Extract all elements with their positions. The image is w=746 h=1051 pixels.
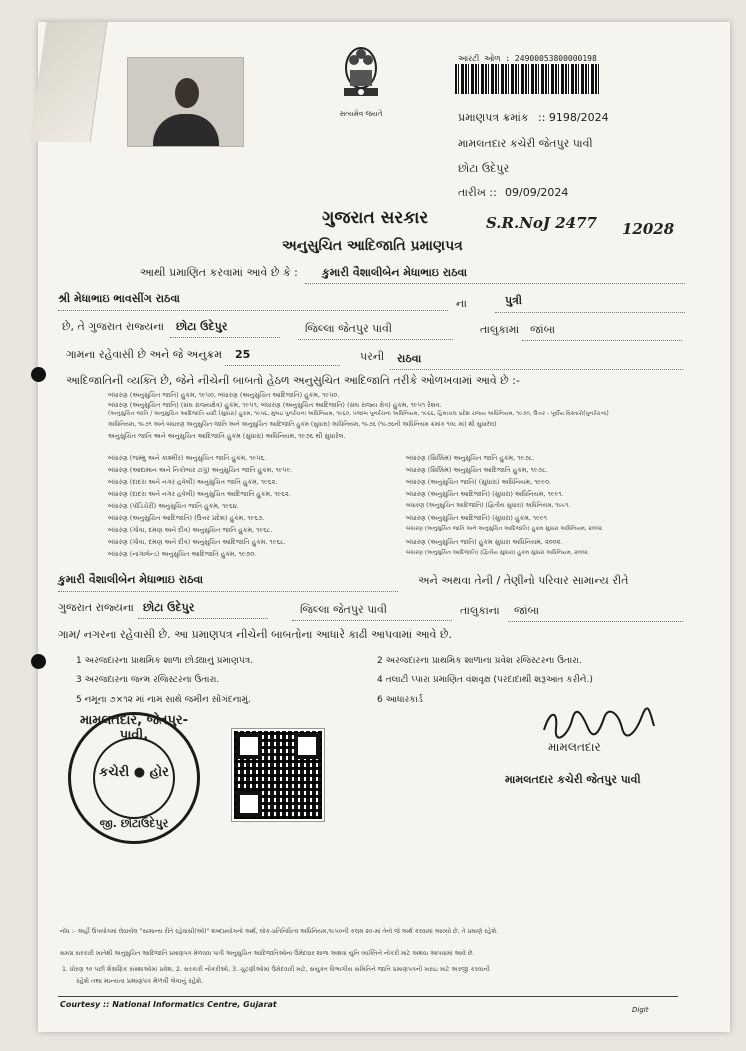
office-seal: મામલતદાર, જેતપુર-પાવી. કચેરી ● હોર જી. છોટાઉદેપુર	[68, 712, 200, 844]
govt-title: ગુજરાત સરકાર	[322, 208, 429, 228]
para2-suffix: અને અથવા તેની / તેણીનો પરિવાર સામાન્ય રીતે	[418, 574, 629, 587]
order-right: બંધારણ (અનુસુચિત જાતિ) હુકમ સુધારા અધિનિયમ, ૨૦૦૨.	[406, 538, 563, 546]
barcode	[455, 64, 600, 94]
order-left: બંધારણ (ગોવા, દમણ અને દીવ) અનુસુચિત આદિજાતિ હુકમ, ૧૯૬૮.	[108, 538, 286, 546]
father-name: શ્રી મેધાભાઇ ભાવસીંગ રાઠવા	[58, 292, 180, 305]
tribe-value: રાઠવા	[397, 352, 422, 365]
law-line: અનુસુચિત જાતિ અને અનુસુચિત આદિજાતિ હુકમ (સુધારા) અધિનિયમ, ૧૯૭૬ થી સુધારેલ.	[108, 432, 346, 440]
basis-item: 4 તલાટી પ્પારા પ્રમાણિત વંશવૃક્ષ (પરદાદાથી શરૂઆત કરીને.)	[377, 675, 593, 685]
order-right: બંધારણ (અનુસુચિત આદિજાતિ) (દ્વિતીય સુધારા) હુકમ સુધારા અધિનિયમ, ૨૦૦૨.	[406, 550, 590, 556]
para2-name: કુમારી વૈશાલીબેન મેધાભાઇ રાઠવા	[58, 573, 204, 586]
order-right: બંધારણ (અનુસુચિત આદિજાતિ) (દ્વિતીય સુધારા) અધિનિયમ, ૧૯૯૧.	[406, 502, 571, 509]
jilla-value: જિલ્લા જેતપુર પાવી	[305, 322, 392, 335]
line4-prefix: ગામના રહેવાસી છે અને જે અનુક્રમ	[66, 348, 223, 361]
para2-district: છોટા ઉદેપુર	[143, 601, 195, 614]
order-left: બંધારણ (જમ્મુ અને કાશ્મીર) અનુસુચિત જાતિ હુકમ, ૧૯૫૬.	[108, 454, 267, 462]
signatory-title: મામલતદાર	[548, 740, 601, 754]
certificate-title: અનુસુચિત આદિજાતિ પ્રમાણપત્ર	[282, 238, 463, 254]
applicant-name: કુમારી વૈશાલીબેન મેધાભાઇ રાઠવા	[322, 266, 468, 279]
cert-district: છોટા ઉદેપુર	[458, 162, 510, 175]
taluka-label: તાલુકામાં	[480, 323, 520, 336]
line1-label: આથી પ્રમાણિત કરવામાં આવે છે કે :	[140, 266, 298, 279]
qr-code[interactable]	[232, 729, 324, 821]
basis-item: 6 આધારકાર્ડ	[377, 695, 423, 705]
signatory-office: મામલતદાર કચેરી જેતપુર પાવી	[505, 773, 641, 786]
folded-corner	[30, 22, 108, 142]
anukram-value: 25	[235, 348, 251, 361]
footer-right: Digit	[632, 1006, 649, 1014]
village-value: જાંબા	[530, 323, 556, 336]
law-line: (અનુસુચિત જાતિ / અનુસુચિત આદિજાતિ યાદી (સુધારા) હુકમ, ૧૯૫૬, મુંબઇ પુનર્રચના અધિનિયમ, ૧૯૬૦, પંજાબ પુનર્રચના અધિનિયમ, ૧૯૬૬, હિમાચલ પ્રદેશ રાજ્ય અધિનિયમ, ૧૯૭૦, ઉત્તર - પૂર્વીય વિસ્તારો(પુનર્રચના)	[108, 411, 609, 417]
cert-office: મામલતદાર કચેરી જેતપુર પાવી	[458, 137, 593, 150]
footer-divider	[58, 996, 678, 997]
para2-line3: ગામ/ નગરના રહેવાસી છે. આ પ્રમાણપત્ર નીચેની બાબતોના આધારે કાઢી આપવામાં આવે છે.	[58, 628, 452, 641]
relation: પુત્રી	[505, 294, 523, 307]
national-emblem-icon	[332, 40, 390, 108]
signature	[538, 706, 658, 740]
handwritten-srno: S.R.NoJ 2477	[486, 214, 597, 232]
basis-item: 1 અરજદારના પ્રાથમિક શાળા છોડ્યાનું પ્રમાણપત્ર.	[76, 656, 254, 666]
order-left: બંધારણ (આંદામાન અને નિકોબાર ટાપુ) અનુસુચિત જાતિ હુકમ, ૧૯૫૯.	[108, 466, 293, 474]
basis-item: 5 નમૂના ૭×૧૨ માં નામ સાથે જમીન સોંગંદનામું.	[76, 695, 251, 705]
cert-number-value: :: 9198/2024	[538, 111, 609, 124]
order-right: બંધારણ (અનુસુચિત જાતિ) (સુધારા) અધિનિયમ, ૧૯૯૦.	[406, 478, 552, 486]
order-right: બંધારણ (અનુસુચિત આદિજાતિ) (સુધારા) અધિનિયમ, ૧૯૯૧.	[406, 490, 564, 498]
district-value: છોટા ઉદેપુર	[176, 320, 228, 333]
basis-item: 2 અરજદારના પ્રાથમિક શાળાના પ્રવેશ રજિસ્ટરના ઉતારા.	[377, 656, 582, 666]
note-line: નોંધ :- અહીં ઉપયોગમાં લેવાયેલ "સામાન્ય રીતે રહેવાસી(ઓ)" શબ્દપ્રયોગનો અર્થ, લોક-પ્રતિનિધિત્વ અધિનિયમ,૧૯૫૦ની કલમ ૨૦-માં તેનો જે અર્થ કરવામાં આવ્યો છે, તે પ્રમાણે રહેશે.	[60, 928, 498, 935]
para2-jilla: જિલ્લા જેતપુર પાવી	[300, 603, 387, 616]
pr-label: પરની	[360, 350, 385, 363]
order-left: બંધારણ (દાદરા અને નગર હવેલી) અનુસુચિત જાતિ હુકમ, ૧૯૬૨.	[108, 478, 278, 486]
order-right: બંધારણ (અનુસુચિત આદિજાતિ) (સુધારા) હુકમ, ૧૯૯૧	[406, 514, 547, 522]
order-left: બંધારણ (નાગાલેન્ડ) અનુસુચિત આદિજાતિ હુકમ, ૧૯૭૦.	[108, 550, 257, 558]
punch-hole	[31, 654, 46, 669]
cert-date-value: 09/09/2024	[505, 186, 569, 199]
order-left: બંધારણ (ગોવા, દમણ અને દીવ) અનુસુચિત જાતિ હુકમ, ૧૯૬૮.	[108, 526, 273, 534]
applicant-photo	[127, 57, 244, 147]
line5-text: આદિજાતિની વ્યક્તિ છે, જેને નીચેની બાબતો હેઠળ અનુસુચિત આદિજાતિ તરીકે ઓળખવામાં આવે છે :-	[66, 374, 520, 387]
barcode-number: આરટી ઓળ : 24900053800000198	[458, 54, 597, 63]
cert-date-label: તારીખ ::	[458, 186, 497, 199]
na-label: ના	[456, 297, 467, 310]
cert-number-label: પ્રમાણપત્ર ક્રમાંક	[458, 111, 529, 124]
order-left: બંધારણ (દાદરા અને નગર હવેલી) અનુસુચિત આદિજાતિ હુકમ, ૧૯૬૨.	[108, 490, 291, 498]
emblem-caption: સત્યમેવ જયતે	[339, 110, 383, 118]
order-left: બંધારણ (પોંડિચેરી) અનુસુચિત જાતિ હુકમ, ૧૯૬૪.	[108, 502, 239, 510]
para2-village: જાંબા	[514, 604, 540, 617]
law-line: બંધારણ (અનુસુચિત જાતિ) (સંઘ રાજ્યક્ષેત્ર) હુકમ, ૧૯૫૧, બંધારણ (અનુસુચિત આદિજાતિ) (સંઘ રાજ્ય ક્ષેત્ર) હુકમ, ૧૯૫૧ રેશવ.	[108, 401, 442, 409]
footer-courtesy: Courtesy :: National Informatics Centre, Gujarat	[60, 1000, 277, 1009]
order-left: બંધારણ (અનુસુચિત આદિજાતિ) (ઉત્તર પ્રદેશ) હુકમ, ૧૯૬૭.	[108, 514, 265, 522]
note-line: સમગ્ર સરકારી ખાતેથી અનુસુચિત આદિજાતિ પ્રમાણપત્ર મેળવવા પાત્રી અનુસુચિત આદિજાતિઓના ઉમેદવાર શાળા અથવા યુનિ વ્યક્તિને નોકરી માટે અથવા આપવામાં આવે છે.	[60, 950, 475, 957]
punch-hole	[31, 367, 46, 382]
order-right: બંધારણ (અનુસુચિત જાતિ અને અનુસુચિત આદિજાતિ) હુકમ સુધારા અધિનિયમ, ૨૦૦૨.	[406, 526, 604, 532]
note-line: રહેશે તથા માન્યતા પ્રમાણપત્ર મેળવી લેવાનું રહેશે.	[76, 977, 204, 985]
note-line: 1. ધોરણ ૧૦ પછી શૈક્ષણિક સંસ્થાઓમાં પ્રવેશ, 2. સરકારી નોકરીઓ, 3. ચુંટણીઓમાં ઉમેદવારી માટે, સંયુક્ત વિભાગીય સમિતિને જાતિ પ્રમાણપત્રની ખરાઇ માટે અરજી કરવાની	[62, 966, 490, 973]
law-line: અધિનિયમ, ૧૯૭૧ અને બંધારણ અનુસુચિત જાતિ અને અનુસુચિત આદિજાતિ હુકમ (સુધારા) અધિનિયમ, ૧૯૭૬ (૧૯૭૬ની અધિનિયમ ક્રમાંક ૧૦૮ માં) થી સુધારેલ)	[108, 421, 497, 428]
basis-item: 3 અરજદારના જન્મ રજિસ્ટરના ઉતારા.	[76, 675, 220, 685]
order-right: બંધારણ (સિક્કિમ) અનુસુચિત જાતિ હુકમ, ૧૯૭૮.	[406, 454, 535, 462]
handwritten-number: 12028	[622, 220, 675, 238]
law-line: બંધારણ (અનુસુચિત જાતિ) હુકમ, ૧૯૫૦, બંધારણ (અનુસુચિત આદિજાતિ) હુકમ, ૧૯૫૦.	[108, 391, 340, 399]
para2-taluka-label: તાલુકાના	[460, 604, 500, 617]
order-right: બંધારણ (સિક્કિમ) અનુસુચિત આદિજાતિ હુકમ, ૧૯૭૮.	[406, 466, 548, 474]
para2-prefix: ગુજરાત રાજ્યના	[58, 601, 134, 614]
line3-prefix: છે, તે ગુજરાત રાજ્યના	[62, 320, 165, 333]
